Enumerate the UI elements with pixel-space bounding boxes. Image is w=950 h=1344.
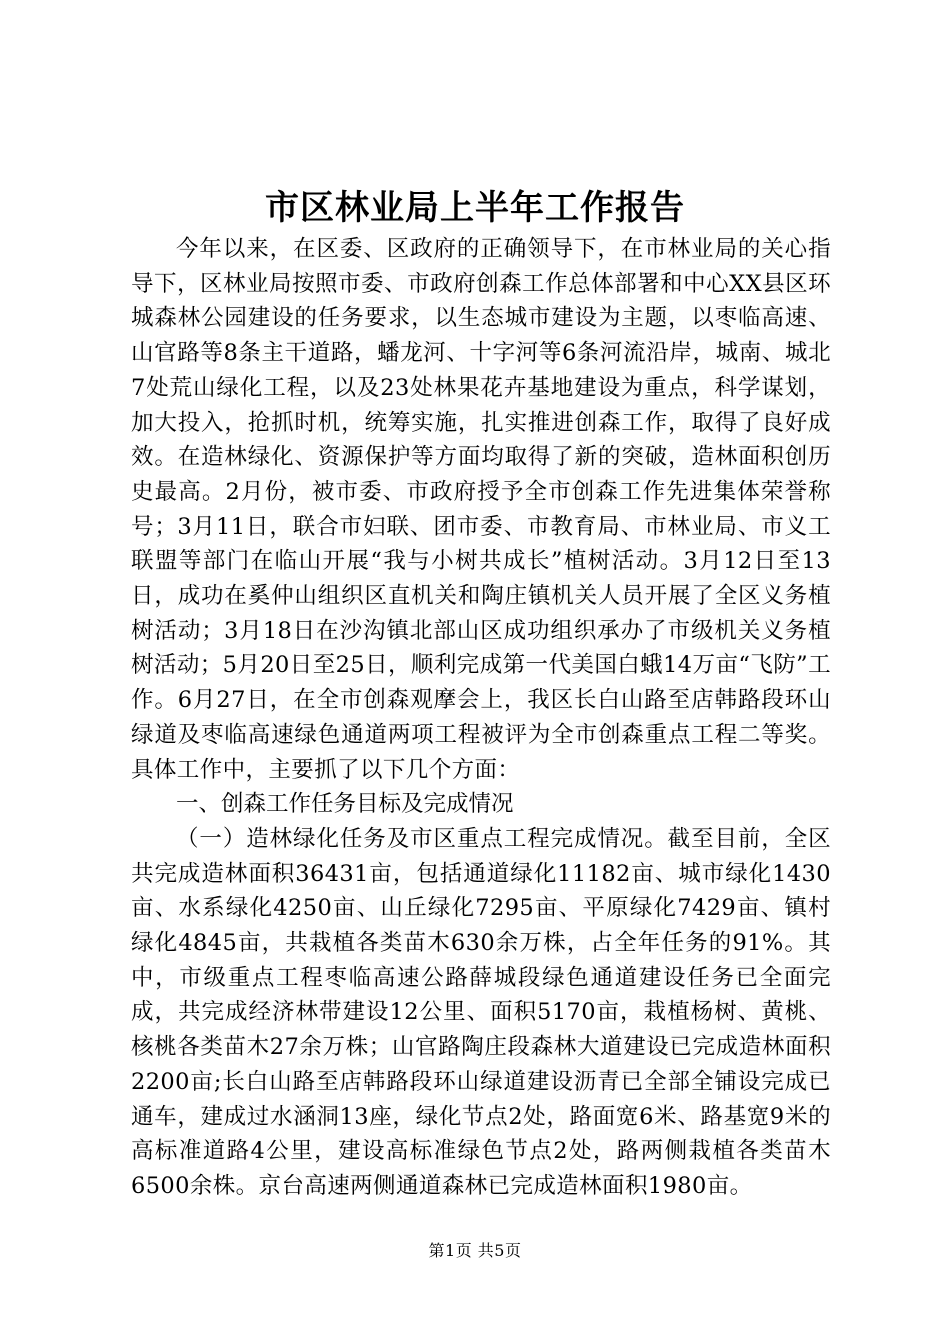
document-title: 市区林业局上半年工作报告 — [265, 188, 685, 228]
page-footer: 第1页 共5页 — [428, 1241, 522, 1260]
section-heading: 一、创森工作任务目标及完成情况 — [176, 791, 514, 818]
subsection-paragraph: （一）造林绿化任务及市区重点工程完成情况。截至目前，全区共完成造林面积36431亩，包括通道绿化11182亩、城市绿化1430亩、水系绿化4250亩、山丘绿化7295亩、平原绿化7429亩、镇村绿化4845亩，共栽植各类苗木630余万株，占全年任务的91%。其中，市级重点工程枣临高速公路薛城段绿色通道建设任务已全面完成，共完成经济林带建设12公里、面积5170亩，栽植杨树、黄桃、核桃各类苗木27余万株；山官路陶庄段森林大道建设已完成造林面积2200亩;长白山路至店韩路段环山绿道建设沥青已全部全铺设完成已通车，建成过水涵洞13座，绿化节点2处，路面宽6米、路基宽9米的高标准道路4公里，建设高标准绿色节点2处，路两侧栽植各类苗木6500余株。京台高速两侧通道森林已完成造林面积1980亩。 — [131, 825, 831, 1199]
intro-paragraph: 今年以来，在区委、区政府的正确领导下，在市林业局的关心指导下，区林业局按照市委、市政府创森工作总体部署和中心XX县区环城森林公园建设的任务要求，以生态城市建设为主题，以枣临高速、山官路等8条主干道路，蟠龙河、十字河等6条河流沿岸，城南、城北7处荒山绿化工程，以及23处林果花卉基地建设为重点，科学谋划，加大投入，抢抓时机，统筹实施，扎实推进创森工作，取得了良好成效。在造林绿化、资源保护等方面均取得了新的突破，造林面积创历史最高。2月份，被市委、市政府授予全市创森工作先进集体荣誉称号；3月11日，联合市妇联、团市委、市教育局、市林业局、市义工联盟等部门在临山开展“我与小树共成长”植树活动。3月12日至13日，成功在奚仲山组织区直机关和陶庄镇机关人员开展了全区义务植树活动；3月18日在沙沟镇北部山区成功组织承办了市级机关义务植树活动；5月20日至25日，顺利完成第一代美国白蛾14万亩“飞防”工作。6月27日，在全市创森观摩会上，我区长白山路至店韩路段环山绿道及枣临高速绿色通道两项工程被评为全市创森重点工程二等奖。具体工作中，主要抓了以下几个方面： — [131, 236, 831, 783]
document-body — [131, 232, 831, 1204]
